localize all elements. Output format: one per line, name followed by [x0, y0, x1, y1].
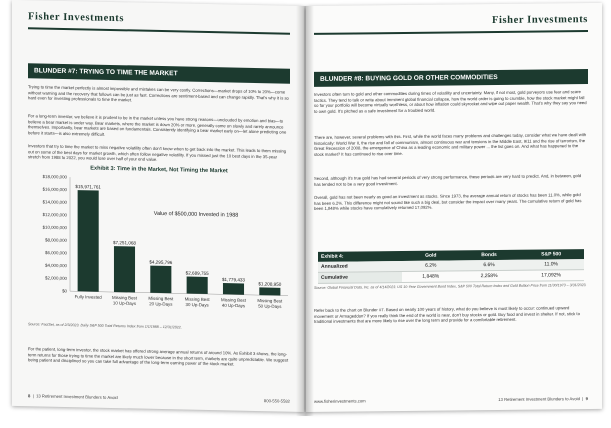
table-cell: 11.0% [518, 259, 584, 270]
brand-logo: Fisher Investments [28, 11, 125, 25]
category-label: Fully Invested [74, 294, 102, 300]
data-label: $1,208,950 [258, 281, 282, 287]
chart-annotation: Value of $500,000 Invested in 1988 [153, 210, 239, 219]
chart-source: Source: FactSet, as of 2/3/2023. Daily S&P 500 Total Returns Index from 1/1/1988 – 12/31/2022. [28, 322, 182, 330]
y-tick-label: $6,000,000 [45, 250, 67, 256]
body-paragraph: For the patient, long-term investor, the stock market has offered strong average annual returns of around 10%. As Exhibit 3 shows, the long-term returns for those trying to time the market are likely much lower because in the short term, markets are quite unpredictable. We suggest being patient and disciplined so you can take full advantage of the long-term earning power of the stock market. [28, 346, 289, 367]
y-tick-label: $4,000,000 [45, 262, 67, 269]
magazine-spread [8, 6, 603, 418]
bar-chart [26, 170, 292, 324]
table-cell: 1,848% [402, 271, 460, 283]
header-rule [314, 30, 588, 35]
category-label: 40 Up-Days [221, 302, 246, 309]
data-label: $2,689,755 [185, 270, 209, 276]
bar [259, 287, 280, 295]
right-page [306, 3, 602, 412]
body-paragraph: Investors that try to time the market to miss negative volatility often don't know when to get back into the market. This leads to them missing out on some of the best days for market growth, which often follow negative volatility. If you missed just the 10 best days in the 35-year stretch from 1988 to 2022, you would lose over half of your end value. [28, 143, 287, 163]
footer-url: www.fisherinvestments.com [314, 398, 366, 404]
page-number: 9 [585, 396, 588, 402]
body-paragraph: Trying to time the market perfectly is almost impossible and mistakes can be very costly. Corrections—market drops of 10% to 20%—come without warning and the recovery that follows can be just as fast. Corrections are sentiment-based and can change rapidly. That's why it is so hard even for investing professionals to time the market. [28, 84, 289, 103]
footer: 8 | 13 Retirement Investment Blunders to Avoid [28, 393, 118, 401]
table-cell: 2,258% [460, 270, 518, 282]
y-tick-label: $18,000,000 [42, 174, 67, 180]
body-paragraph: Second, although it's true gold has had several periods of very strong performance, these periods are very hard to predict. And, in between, gold has tended not to be a very good investment. [314, 173, 582, 187]
footer-title: 13 Retirement Investment Blunders to Avoid [498, 396, 580, 402]
performance-table [318, 249, 584, 284]
y-tick-label: $8,000,000 [45, 237, 67, 243]
bar [150, 266, 171, 294]
bar [223, 283, 244, 295]
footer-title: 13 Retirement Investment Blunders to Avoid [36, 393, 118, 401]
y-tick-label: $16,000,000 [42, 186, 67, 193]
table-cell: Annualized [318, 261, 402, 272]
category-label: 20 Up-Days [149, 301, 173, 307]
y-tick-label: $2,000,000 [45, 275, 67, 281]
category-label: Missing Best [184, 296, 210, 303]
category-label: Missing Best [257, 298, 283, 304]
category-label: Missing Best [148, 295, 174, 302]
data-label: $1,779,433 [222, 277, 245, 283]
body-paragraph: For a long-term investor, we believe it is prudent to be in the market unless you have strong reasons—unclouded by emotion and bias—to believe a bear market is under way. Bear markets, where the market is down 20% or more, generally come on slowly and rarely announce themselves. Importantly, bear markets are based on fundamentals. Consistently identifying a bear market early on—let alone predicting one before it starts—is also extremely difficult. [28, 113, 287, 137]
data-label: $15,971,761 [75, 184, 101, 190]
table-source: Source: Global Financial Data, Inc. as of 4/14/2023. US 10-Year Government Bond Index, S&P 500 Total Return Index and Gold Bullion Price from 11/30/1973 – 3/31/2023. [314, 283, 587, 290]
category-label: 30 Up-Days [185, 302, 209, 308]
table-header: Bonds [460, 250, 518, 261]
table-header: Exhibit 4: [318, 251, 402, 262]
bar [187, 277, 208, 294]
x-axis-line [70, 291, 288, 296]
footer-phone: 800-550-5582 [263, 398, 290, 404]
table-header: Gold [402, 250, 460, 261]
bar [78, 190, 99, 292]
category-label: 50 Up-Days [258, 303, 282, 310]
left-page [12, 0, 304, 412]
body-paragraph: Overall, gold has not been nearly as good an investment as stocks. Since 1973, the average annual return of stocks has been 11.0%, while gold has been 6.2%. This difference might not sound like such a big deal, but consider the impact over many years. The cumulative return of gold has been 1,848% while stocks have cumulatively returned 17,092%. [314, 192, 582, 212]
chart-title: Exhibit 3: Time in the Market, Not Timing the Market [90, 165, 228, 175]
y-tick-label: $10,000,000 [42, 224, 67, 231]
y-tick-label: $14,000,000 [42, 199, 67, 205]
data-label: $4,295,796 [149, 259, 173, 266]
brand-logo: Fisher Investments [491, 14, 588, 27]
table-row [318, 270, 584, 284]
body-paragraph: There are, however, several problems with this. First, while the world faces many problems and challenges today, consider what we have dealt with historically: World War II, the rise and fall of communism, almost continuous war and tensions in the Middle East, 9/11 and the rise of terrorism, the Great Recession of 2008, the emergence of China as a leading economic and military power ... the list goes on. And what has happened to the stock market? It has continued to rise over time. [314, 132, 587, 157]
y-tick-label: $0 [62, 288, 67, 294]
bar [114, 246, 135, 292]
table-cell: 6.2% [402, 260, 460, 271]
body-paragraph: Investors often turn to gold and other commodities during times of volatility and uncertainty. Many, if not most, gold purveyors use fear and scare tactics. They tend to talk or write about imminent global financial collapse, how the world order is going to crumble, how the stock market might fall so far your portfolio will become virtually worthless, or about how inflation could skyrocket and wipe out paper wealth. That's why they say you need to own gold. It's pitched as a safe investment for a troubled world. [314, 89, 587, 114]
data-label: $7,251,068 [113, 240, 136, 246]
category-label: Missing Best [221, 297, 246, 303]
y-tick-label: $12,000,000 [42, 212, 67, 218]
page-number: 8 [28, 393, 31, 399]
table-cell: Cumulative [318, 271, 402, 283]
body-paragraph: Refer back to the chart on Blunder #7. Based on nearly 100 years of history, what do you believe is most likely to occur: continued upward movement or Armageddon? If you really think the end of the world is near, don't buy stocks or gold. Buy food and invest in shelter. If not, stick to traditional investments that are more likely to rise over the long term and provide for a comfortable retirement. [314, 305, 580, 325]
section-title: BLUNDER #8: BUYING GOLD OR OTHER COMMODITIES [314, 69, 588, 87]
table-cell: 6.6% [460, 260, 518, 271]
header-rule [28, 27, 290, 34]
category-label: 10 Up-Days [112, 300, 137, 306]
table-cell: 17,092% [518, 270, 584, 282]
table-header: S&P 500 [518, 249, 584, 260]
category-label: Missing Best [112, 294, 137, 301]
footer: 13 Retirement Investment Blunders to Avoid | 9 [498, 396, 588, 402]
section-title: BLUNDER #7: TRYING TO TIME THE MARKET [28, 63, 290, 83]
